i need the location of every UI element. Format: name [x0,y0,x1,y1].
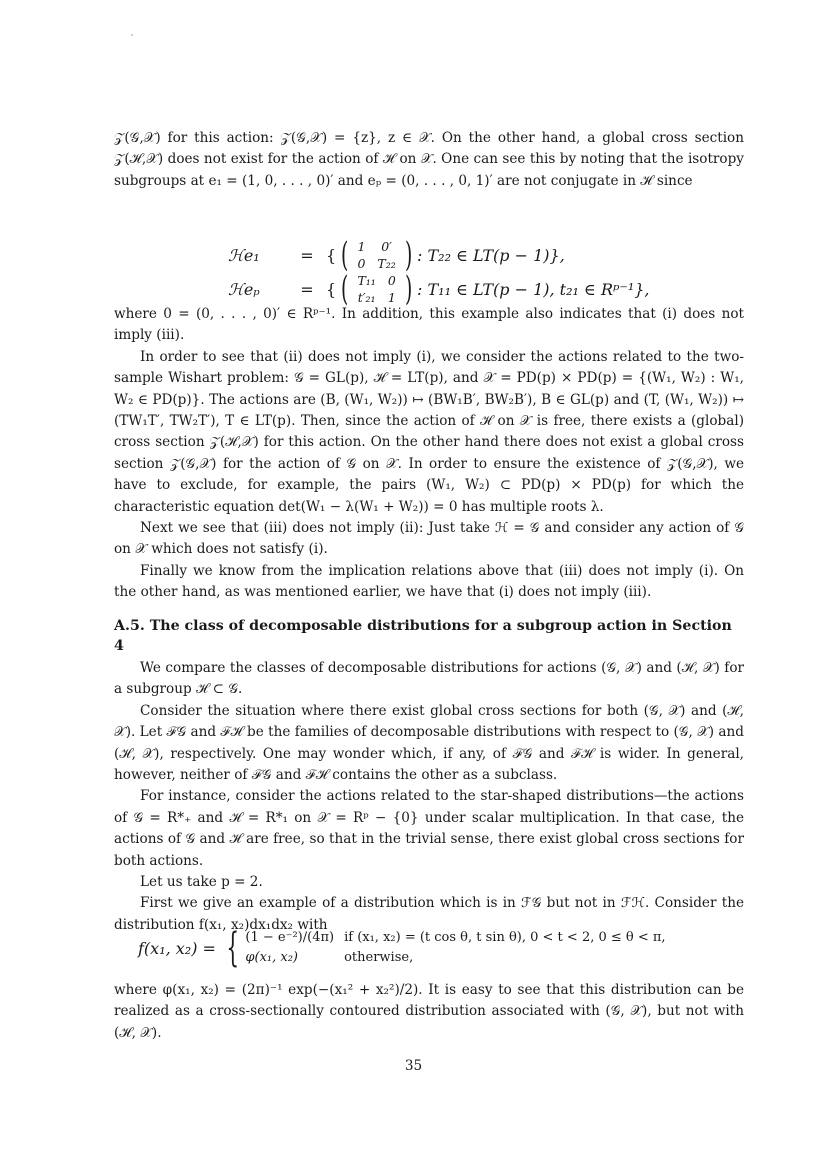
text-p8: For instance, consider the actions related to the star-shaped distributions—the actions of 𝒢 = R*₊ and ℋ = R*₁ on 𝒳 = Rᵖ − {0} under scalar multiplication. In that case, the actions of 𝒢 and ℋ are free, so that in the trivial sense, there exist global cross sections for both actions. [114,788,744,869]
paragraph-block-3 [114,980,744,1044]
page-number: 35 [404,1058,423,1074]
case-value: (1 − e⁻²)/(4π) [245,930,335,945]
matrix-cell: 0′ [381,239,392,254]
text-p7: Consider the situation where there exist global cross sections for both (𝒢, 𝒳) and (ℋ, 𝒳). Let ℱ𝒢 and ℱℋ be the families of decomposable distributions with respect to (𝒢, 𝒳) and (ℋ, 𝒳), respectively. One may wonder which, if any, of ℱ𝒢 and ℱℋ is wider. In general, however, neither of ℱ𝒢 and ℱℋ contains the other as a subclass. [114,702,744,784]
paragraph-block-2 [114,658,744,936]
matrix-He1: ( 1 0′ 0 T₂₂ ) [341,235,413,275]
text-p3: In order to see that (ii) does not imply (i), we consider the actions related to the two-sample Wishart problem: 𝒢 = GL(p), ℋ = LT(p), and 𝒳 = PD(p) × PD(p) = {(W₁, W₂) : W₁, W₂ ∈ PD(p)}. The actions are (B, (W₁, W₂)) ↦ (BW₁B′, BW₂B′), B ∈ GL(p) and (T, (W₁, W₂)) ↦ (TW₁T′, TW₂T′), T ∈ LT(p). Then, since the action of ℋ on 𝒳 is free, there exists a (global) cross section 𝒵(ℋ,𝒳) for this action. On the other hand there does not exist a global cross section 𝒵(𝒢,𝒳) for the action of 𝒢 on 𝒳. In order to ensure the existence of 𝒵(𝒢,𝒳), we have to exclude, for example, the pairs (W₁, W₂) ⊂ PD(p) × PD(p) for which the characteristic equation det(W₁ − λ(W₁ + W₂)) = 0 has multiple roots λ. [114,348,744,515]
matrix-cell: 1 [387,290,396,305]
section-heading: A.5. The class of decomposable distributions for a subgroup action in Section 4 [114,618,732,654]
matrix-cell: 1 [357,239,366,254]
piecewise-equation: f(x₁, x₂) = { (1 − e⁻²)/(4π) if (x₁, x₂) = (t cos θ, t sin θ), 0 < t < 2, 0 ≤ θ < π, φ(x₁, x₂) otherwise, [138,928,676,968]
matrix-cell: 0 [387,273,396,288]
case-condition: if (x₁, x₂) = (t cos θ, t sin θ), 0 < t < 2, 0 ≤ θ < π, [344,930,666,945]
text-p11: where φ(x₁, x₂) = (2π)⁻¹ exp(−(x₁² + x₂²)/2). It is easy to see that this distribution can be realized as a cross-sectionally contoured distribution associated with (𝒢, 𝒳), but not with (ℋ, 𝒳). [114,982,744,1041]
text-p4: Next we see that (iii) does not imply (ii): Just take ℋ = 𝒢 and consider any action of 𝒢 on 𝒳 which does not satisfy (i). [114,520,744,558]
matrix-cell: T₁₁ [357,273,376,288]
scan-speck [131,34,133,36]
equation-row-ep: ℋeₚ = { ( T₁₁ 0 t′₂₁ 1 ) : T₁₁ ∈ LT(p − 1), t₂₁ ∈ Rᵖ⁻¹}, [228,269,650,309]
eq-condition: : T₂₂ ∈ LT(p − 1)}, [417,245,565,265]
eq-label-He1: ℋe₁ [228,245,260,265]
matrix-cell: T₂₂ [377,256,396,271]
equation-row-e1: ℋe₁ = { ( 1 0′ 0 T₂₂ ) : T₂₂ ∈ LT(p − 1)}, [228,235,565,275]
paragraph-cross-section-intro [114,128,744,192]
paragraph-block-1 [114,304,744,604]
matrix-cell: 0 [357,256,366,271]
text-p1: 𝒵(𝒢,𝒳) for this action: 𝒵(𝒢,𝒳) = {z}, z ∈ 𝒳. On the other hand, a global cross section 𝒵(ℋ,𝒳) does not exist for the action of ℋ on 𝒳. One can see this by noting that the isotropy subgroups at e₁ = (1, 0, . . . , 0)′ and eₚ = (0, . . . , 0, 1)′ are not conjugate in ℋ since [114,130,744,189]
text-p6: We compare the classes of decomposable distributions for actions (𝒢, 𝒳) and (ℋ, 𝒳) for a subgroup ℋ ⊂ 𝒢. [114,660,744,698]
text-p5: Finally we know from the implication relations above that (iii) does not imply (i). On the other hand, as was mentioned earlier, we have that (i) does not imply (iii). [114,562,744,601]
text-p10: First we give an example of a distribution which is in ℱ𝒢 but not in ℱℋ. Consider the distribution f(x₁, x₂)dx₁dx₂ with [114,895,744,933]
eq-sign: = [300,245,314,265]
text-p9: Let us take p = 2. [140,874,263,891]
case-condition: otherwise, [344,950,414,965]
matrix-Hep: ( T₁₁ 0 t′₂₁ 1 ) [341,269,413,309]
eq-condition: : T₁₁ ∈ LT(p − 1), t₂₁ ∈ Rᵖ⁻¹}, [417,279,650,299]
matrix-cell: t′₂₁ [357,290,376,305]
eq-label-Hep: ℋeₚ [228,279,260,299]
eq-sign: = [300,279,314,299]
piecewise-lhs: f(x₁, x₂) = [138,938,216,958]
text-p2: where 0 = (0, . . . , 0)′ ∈ Rᵖ⁻¹. In addition, this example also indicates that (i) does not imply (iii). [114,306,744,344]
case-value: φ(x₁, x₂) [245,950,299,965]
